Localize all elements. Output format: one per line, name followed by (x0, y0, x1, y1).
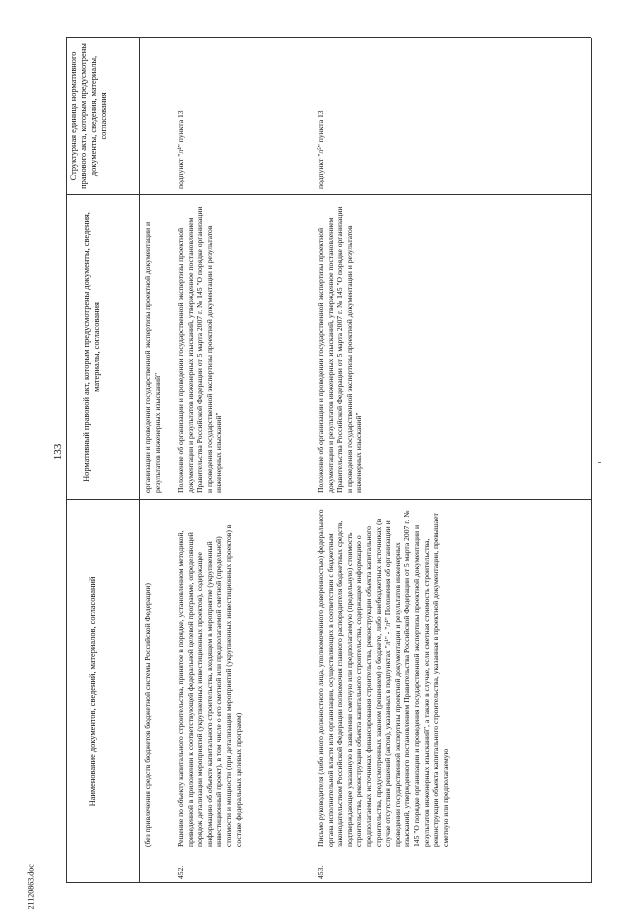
row0-name: (без привлечения средств бюджетов бюджетной системы Российской Федерации) (143, 583, 152, 847)
row2-name: Письмо руководителя (либо иного должностного лица, уполномоченного доверенностью) федерального органа исполнительной власти или организации, осуществляющих в соответствии с бюджетным законодательством Российской Федерации полномочия главного распорядителя бюджетных средств, подтверждающее указанную в заявлении сметную или предполагаемую (предельную) стоимость строительства, реконструкции объекта капитального строительства, содержащее информацию о предполагаемых источниках финансирования строительства, реконструкции объекта капитального строительства, предусмотренных законом (решением) о бюджете, либо внебюджетных источниках (в случае отсутствия решений (актов), указанных в подпунктах "л¹" - "л⁴" Положения об организации и проведении государственной экспертизы проектной документации и результатов инженерных изысканий, утвержденного постановлением Правительства Российской Федерации от 5 марта 2007 г. № 145 "О порядке организации и проведения государственной экспертизы проектной документации и результатов инженерных изысканий", а также в случае, если сметная стоимость строительства, реконструкции объекта капитального строительства, указанная в проектной документации, превышает сметную или предполагаемую (316, 509, 450, 847)
table-bottom-border (591, 38, 592, 883)
document-table (66, 38, 591, 883)
column-divider-1 (66, 499, 591, 500)
page-number: 133 (52, 443, 64, 461)
table-right-border (66, 37, 591, 38)
header-separator (139, 38, 140, 883)
row2-unit: подпункт "л⁵" пункта 13 (316, 110, 325, 189)
row2-number: 453. (316, 865, 325, 879)
column-divider-2 (66, 194, 591, 195)
row1-name: Решение по объекту капитального строительства, принятое в порядке, установленном методикой, приведенной в приложении к соответствующей федеральной целевой программе, определяющей порядок детализации мероприятий (укрупненных инвестиционных проектов), содержащее информацию об объекте капитального строительства, входящем в мероприятие (укрупненный инвестиционный проект), в том числе о его сметной или предполагаемой сметной (предельной) стоимости и мощности (при детализации мероприятий (укрупненных инвестиционных проектов) в составе федеральных целевых программ) (176, 524, 243, 847)
footer-filename: 21120863.doc (26, 864, 36, 910)
table-left-border (66, 882, 591, 883)
row1-unit: подпункт "л⁴" пункта 13 (176, 110, 185, 189)
scan-speck (598, 462, 601, 463)
header-name: Наименование документов, сведений, материалов, согласований (88, 576, 97, 807)
table-top-border (66, 38, 67, 883)
row1-number: 452. (176, 865, 185, 879)
rotated-table-area (66, 38, 591, 883)
row1-act: Положение об организации и проведении государственной экспертизы проектной документации и результатов инженерных изысканий, утвержденное постановлением Правительства Российской Федерации от 5 марта 2007 г. № 145 "О порядке организации и проведения государственной экспертизы проектной документации и результатов инженерных изысканий" (176, 206, 224, 493)
header-act: Нормативный правовой акт, которым предусмотрены документы, сведения, материалы, согласования (82, 212, 101, 482)
row2-act: Положение об организации и проведении государственной экспертизы проектной документации и результатов инженерных изысканий, утвержденное постановлением Правительства Российской Федерации от 5 марта 2007 г. № 145 "О порядке организации и проведения государственной экспертизы проектной документации и результатов инженерных изысканий" (316, 206, 364, 493)
row0-act: организации и проведении государственной экспертизы проектной документации и результатов инженерных изысканий" (143, 221, 162, 493)
table-grid (66, 38, 591, 883)
header-unit: Структурная единица нормативного правового акта, которым предусмотрены документы, сведения, материалы, согласования (69, 43, 108, 189)
